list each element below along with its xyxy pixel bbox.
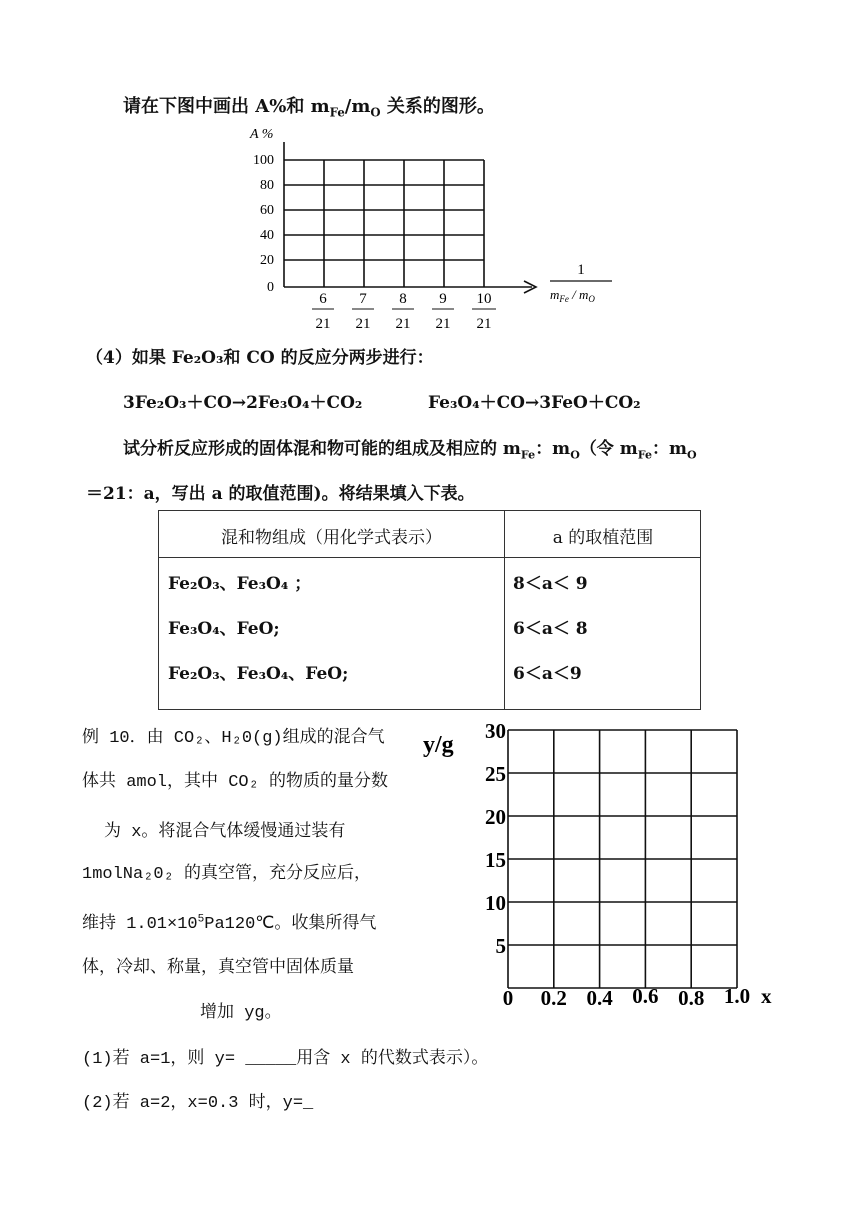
text: ：m [535, 439, 571, 459]
example10-line1: 例 10．由 CO₂、H₂0(g)组成的混合气 [82, 729, 385, 748]
text: 维持 1.01×10 [82, 915, 198, 934]
equation-1: 3Fe₂O₃＋CO→2Fe₃O₄＋CO₂ [123, 393, 363, 413]
chart2-y-tick: 20 [485, 805, 506, 829]
chart1-y-tick: 80 [260, 178, 274, 193]
chart1-x-tick-den: 21 [355, 316, 371, 332]
example10-line3: 为 x。将混合气体缓慢通过装有 [104, 823, 346, 842]
equation-2: Fe₃O₄＋CO→3FeO＋CO₂ [428, 393, 641, 413]
chart1-x-label-o: O [588, 294, 595, 304]
a-percent-chart [240, 120, 620, 335]
table-cell-composition: Fe₂O₃、Fe₃O₄、FeO; [168, 664, 349, 684]
table-cell-composition: Fe₃O₄、FeO; [168, 619, 280, 639]
chart2-y-label: y/g [423, 732, 454, 758]
chart1-y-label: A % [250, 127, 274, 142]
chart1-y-tick: 0 [267, 280, 274, 295]
chart1-x-tick-den: 21 [435, 316, 451, 332]
text: Pa120℃。收集所得气 [204, 915, 377, 934]
question-1: (1)若 a=1，则 y= _____用含 x 的代数式表示）。 [82, 1050, 489, 1069]
sub-fe: Fe [637, 448, 652, 462]
intro-sub-o: O [370, 105, 381, 120]
chart1-y-tick: 100 [253, 153, 274, 168]
y-mass-chart [415, 716, 785, 1016]
chart1-x-tick-den: 21 [476, 316, 492, 332]
part4-heading: （4）如果 Fe₂O₃和 CO 的反应分两步进行： [86, 348, 434, 368]
chart2-y-tick: 10 [485, 891, 506, 915]
chart2-y-tick: 25 [485, 762, 506, 786]
chart1-x-label-den [550, 287, 595, 304]
chart1-x-tick-num: 7 [359, 291, 367, 307]
chart2-y-tick: 30 [485, 719, 506, 743]
question-2: (2)若 a=2，x=0.3 时，y=_ [82, 1094, 314, 1113]
chart1-y-tick: 40 [260, 228, 274, 243]
chart2-x-tick: 1.0 [723, 984, 751, 1008]
table-divider [159, 557, 700, 558]
composition-table [158, 510, 701, 710]
chart1-x-tick-den: 21 [315, 316, 331, 332]
table-cell-composition: Fe₂O₃、Fe₃O₄ ； [168, 574, 312, 594]
part4-instruction-line2: ＝21：a，写出 a 的取值范围)。将结果填入下表。 [86, 484, 475, 504]
text: ：m [652, 439, 687, 459]
intro-text-prefix: 请在下图中画出 A%和 m [123, 96, 330, 117]
chart1-x-tick-num: 6 [319, 291, 327, 307]
chart2-x-label: x [761, 984, 772, 1008]
chart1-y-tick: 60 [260, 203, 274, 218]
example10-line6: 体，冷却、称量，真空管中固体质量 [82, 959, 354, 978]
intro-text-suffix: 关系的图形。 [380, 96, 495, 117]
example10-line5 [82, 908, 376, 934]
table-header-composition: 混和物组成（用化学式表示） [221, 528, 442, 548]
example10-line7: 增加 yg。 [200, 1004, 282, 1023]
chart2-y-tick: 15 [485, 848, 506, 872]
chart1-x-label-m: m [550, 287, 560, 302]
intro-sub-fe: Fe [329, 105, 345, 120]
chart1-x-tick-num: 10 [476, 291, 492, 307]
part4-instruction-line1 [123, 434, 697, 461]
text: 试分析反应形成的固体混和物可能的组成及相应的 m [123, 439, 521, 459]
chart2-x-tick: 0.8 [678, 986, 705, 1010]
table-header-range: a 的取植范围 [552, 528, 654, 548]
chart2-x-tick: 0 [502, 986, 514, 1010]
text: （令 m [579, 439, 638, 459]
chart2-x-tick: 0.4 [586, 986, 613, 1010]
table-cell-range: 6＜a＜ 8 [513, 619, 588, 639]
chart1-x-label-fe: Fe [559, 294, 569, 304]
sub-fe: Fe [520, 448, 536, 462]
table-cell-range: 6＜a＜9 [513, 664, 582, 684]
chart2-y-tick: 5 [495, 934, 506, 958]
sub-o: O [687, 448, 697, 462]
chart1-y-tick: 20 [260, 253, 274, 268]
example10-line2: 体共 amol，其中 CO₂ 的物质的量分数 [82, 773, 389, 792]
chart1-x-tick-den: 21 [395, 316, 411, 332]
sub-o: O [570, 448, 580, 462]
chart1-x-label-slash: / m [568, 287, 589, 302]
exponent: 5 [197, 913, 205, 926]
chart2-x-tick: 0.2 [540, 986, 567, 1010]
intro-slash-m: /m [344, 96, 371, 117]
intro-instruction [123, 92, 495, 120]
example10-line4: 1molNa₂0₂ 的真空管，充分反应后， [82, 865, 372, 884]
chart1-x-tick-num: 9 [439, 291, 447, 307]
chart1-x-tick-num: 8 [399, 291, 407, 307]
chart2-x-tick: 0.6 [632, 984, 659, 1008]
chart1-x-label-num: 1 [577, 262, 585, 278]
table-cell-range: 8＜a＜ 9 [513, 574, 588, 594]
